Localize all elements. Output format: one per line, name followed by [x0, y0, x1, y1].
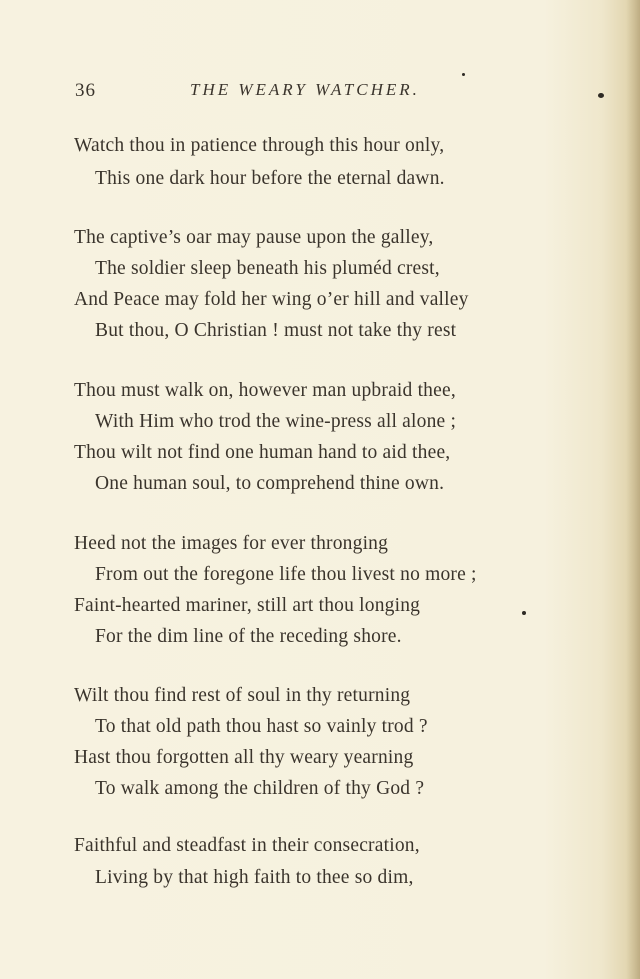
poem-line: Faithful and steadfast in their consecration,: [74, 835, 420, 856]
ink-speck: [598, 93, 604, 98]
poem-line: The soldier sleep beneath his pluméd crest,: [95, 258, 440, 279]
poem-line: Watch thou in patience through this hour only,: [74, 135, 445, 156]
running-head: THE WEARY WATCHER.: [190, 80, 420, 99]
ink-speck: [462, 73, 465, 76]
poem-line: To that old path thou hast so vainly trod ?: [95, 716, 428, 737]
poem-line: Faint-hearted mariner, still art thou longing: [74, 595, 421, 616]
poem-line: From out the foregone life thou livest no more ;: [95, 564, 477, 585]
poem-line: The captive’s oar may pause upon the galley,: [74, 227, 434, 248]
poem-line: Thou wilt not find one human hand to aid thee,: [74, 442, 451, 463]
poem-line: Wilt thou find rest of soul in thy returning: [74, 685, 411, 706]
poem-line: One human soul, to comprehend thine own.: [95, 473, 445, 494]
page-header: [0, 80, 640, 110]
poem-line: For the dim line of the receding shore.: [95, 626, 402, 647]
poem-line: With Him who trod the wine-press all alone ;: [95, 411, 457, 432]
poem-line: But thou, O Christian ! must not take thy rest: [95, 320, 457, 341]
poem-line: To walk among the children of thy God ?: [95, 778, 425, 799]
page-edge-shadow: [626, 0, 640, 979]
poem-line: Living by that high faith to thee so dim,: [95, 867, 414, 888]
page-number: 36: [75, 80, 96, 101]
poem-line: Heed not the images for ever thronging: [74, 533, 389, 554]
ink-speck: [522, 611, 526, 615]
poem-line: And Peace may fold her wing o’er hill and valley: [74, 289, 469, 310]
poem-line: This one dark hour before the eternal dawn.: [95, 168, 445, 189]
poem-line: Thou must walk on, however man upbraid thee,: [74, 380, 456, 401]
poem-line: Hast thou forgotten all thy weary yearning: [74, 747, 414, 768]
